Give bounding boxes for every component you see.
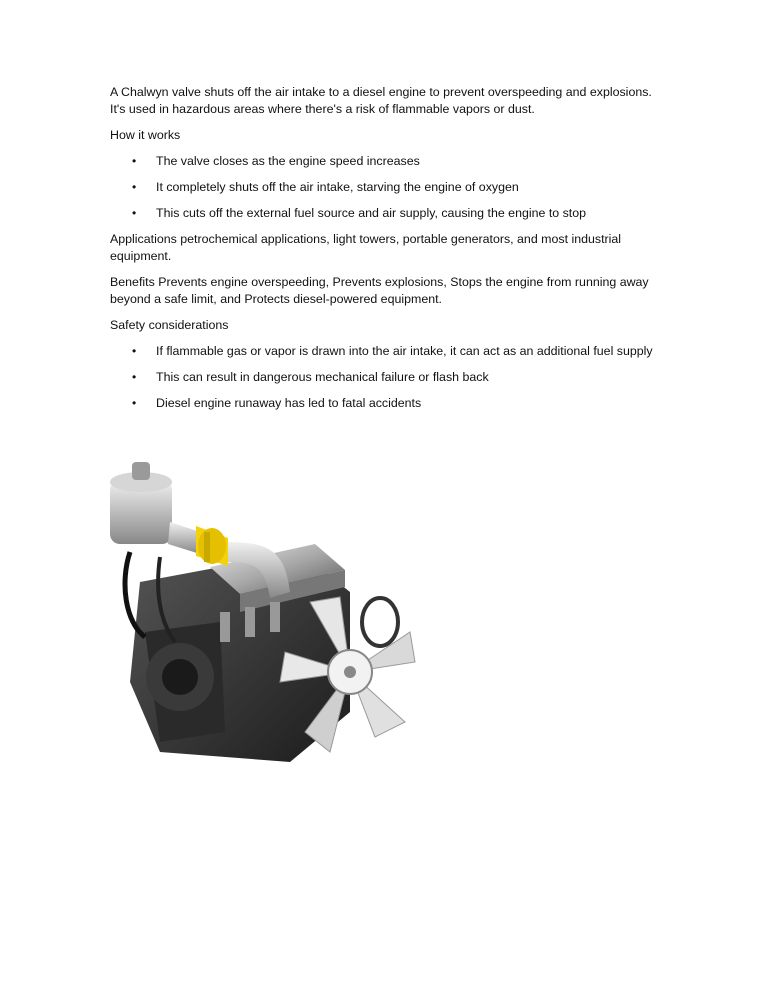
safety-list [110,343,670,412]
list-item: • Diesel engine runaway has led to fatal accidents [132,396,422,410]
safety-heading: Safety considerations [110,318,229,332]
list-item: • It completely shuts off the air intake, starving the engine of oxygen [132,180,519,194]
list-item: • The valve closes as the engine speed increases [132,154,420,168]
bullet-icon: • [132,370,137,384]
bullet-icon: • [132,180,137,194]
diesel-engine-illustration-icon [100,462,420,792]
how-it-works-list [110,153,670,222]
list-item: • This cuts off the external fuel source and air supply, causing the engine to stop [132,206,587,220]
bullet-icon: • [132,154,137,168]
list-item: • This can result in dangerous mechanical failure or flash back [132,370,489,384]
intro-paragraph: A Chalwyn valve shuts off the air intake to a diesel engine to prevent overspeeding and explosions. It's used in hazardous areas where there's a risk of flammable vapors or dust. [110,85,652,116]
applications-paragraph: Applications petrochemical applications, light towers, portable generators, and most industrial equipment. [110,232,622,263]
list-item: • If flammable gas or vapor is drawn into the air intake, it can act as an additional fuel supply [132,344,653,358]
bullet-icon: • [132,396,137,410]
benefits-paragraph: Benefits Prevents engine overspeeding, Prevents explosions, Stops the engine from running away beyond a safe limit, and Protects diesel-powered equipment. [110,275,649,306]
bullet-icon: • [132,206,137,220]
document-body [110,84,670,421]
how-it-works-heading: How it works [110,128,181,142]
bullet-icon: • [132,344,137,358]
